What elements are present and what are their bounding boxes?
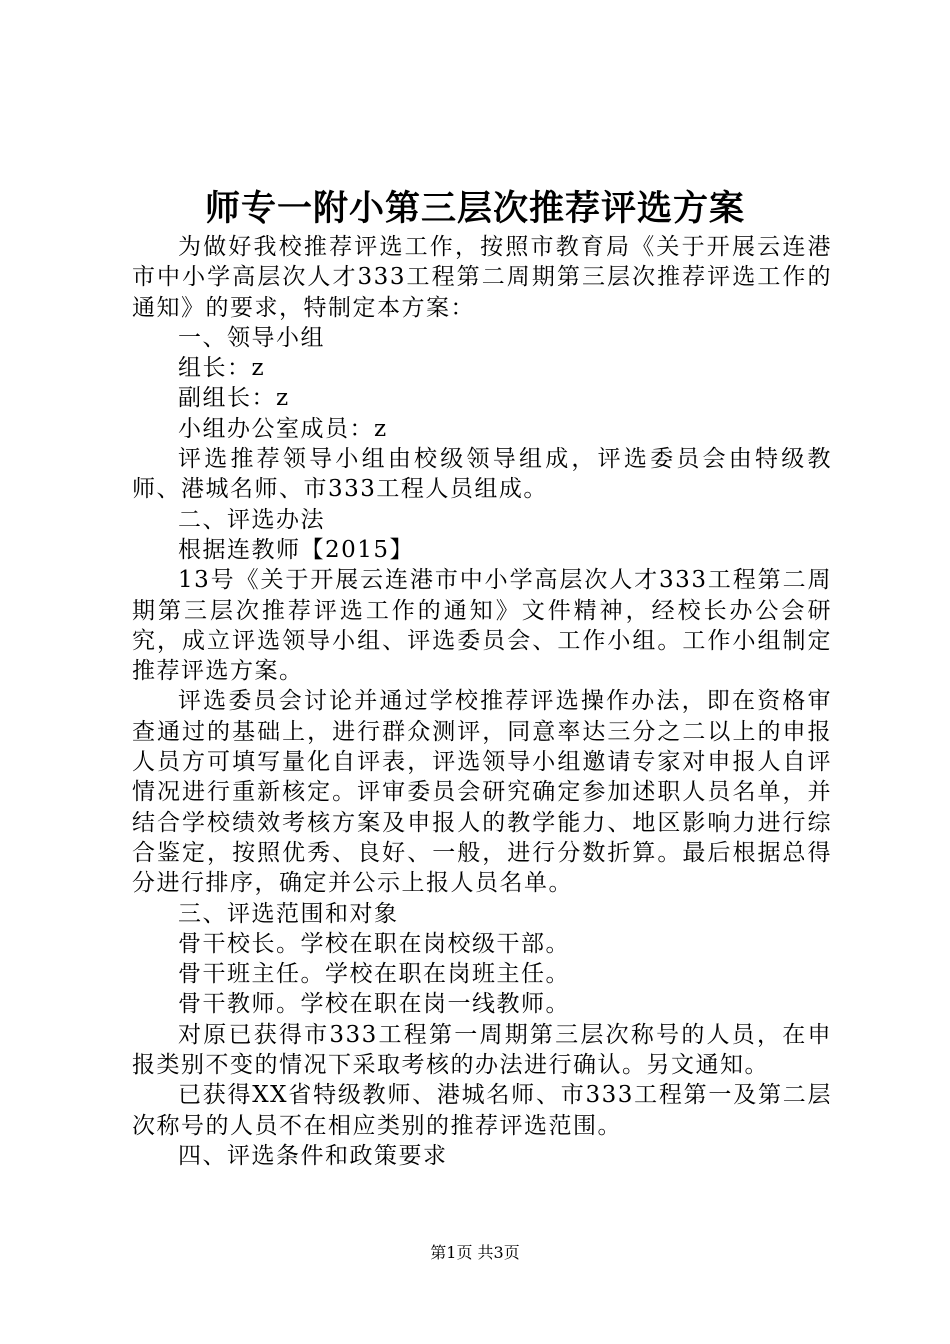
paragraph-procedure: 评选委员会讨论并通过学校推荐评选操作办法，即在资格审查通过的基础上，进行群众测评，同意率达三分之二以上的申报人员方可填写量化自评表，评选领导小组邀请专家对申报人自评情况进行重新核定。评审委员会研究确定参加述职人员名单，并结合学校绩效考核方案及申报人的教学能力、地区影响力进行综合鉴定，按照优秀、良好、一般，进行分数折算。最后根据总得分进行排序，确定并公示上报人员名单。 xyxy=(132,688,832,897)
document-body xyxy=(132,232,832,1171)
section-heading-conditions: 四、评选条件和政策要求 xyxy=(178,1142,448,1169)
paragraph-committee-composition: 评选推荐领导小组由校级领导组成，评选委员会由特级教师、港城名师、市333工程人员组成。 xyxy=(132,446,832,503)
document-title: 师专一附小第三层次推荐评选方案 xyxy=(204,188,745,229)
paragraph-principal: 骨干校长。学校在职在岗校级干部。 xyxy=(178,930,570,957)
paragraph-deputy-leader: 副组长：z xyxy=(178,385,290,412)
section-heading-scope: 三、评选范围和对象 xyxy=(178,900,399,927)
paragraph-class-teacher: 骨干班主任。学校在职在岗班主任。 xyxy=(178,961,570,988)
paragraph-leader: 组长：z xyxy=(178,355,266,382)
paragraph-previous-holders: 对原已获得市333工程第一周期第三层次称号的人员，在申报类别不变的情况下采取考核的办法进行确认。另文通知。 xyxy=(132,1021,832,1079)
paragraph-office-members: 小组办公室成员：z xyxy=(178,415,388,442)
page-footer: 第1页 共3页 xyxy=(430,1243,520,1262)
section-heading-method: 二、评选办法 xyxy=(178,506,325,533)
paragraph-notice: 13号《关于开展云连港市中小学高层次人才333工程第二周期第三层次推荐评选工作的通知》文件精神，经校长办公会研究，成立评选领导小组、评选委员会、工作小组。工作小组制定推荐评选方案。 xyxy=(132,567,832,685)
paragraph-intro: 为做好我校推荐评选工作，按照市教育局《关于开展云连港市中小学高层次人才333工程第二周期第三层次推荐评选工作的通知》的要求，特制定本方案： xyxy=(132,234,832,321)
paragraph-basis: 根据连教师【2015】 xyxy=(178,536,415,563)
section-heading-leadership: 一、领导小组 xyxy=(178,324,325,351)
paragraph-teacher: 骨干教师。学校在职在岗一线教师。 xyxy=(178,991,570,1018)
paragraph-exclusions: 已获得XX省特级教师、港城名师、市333工程第一及第二层次称号的人员不在相应类别的推荐评选范围。 xyxy=(132,1082,832,1139)
